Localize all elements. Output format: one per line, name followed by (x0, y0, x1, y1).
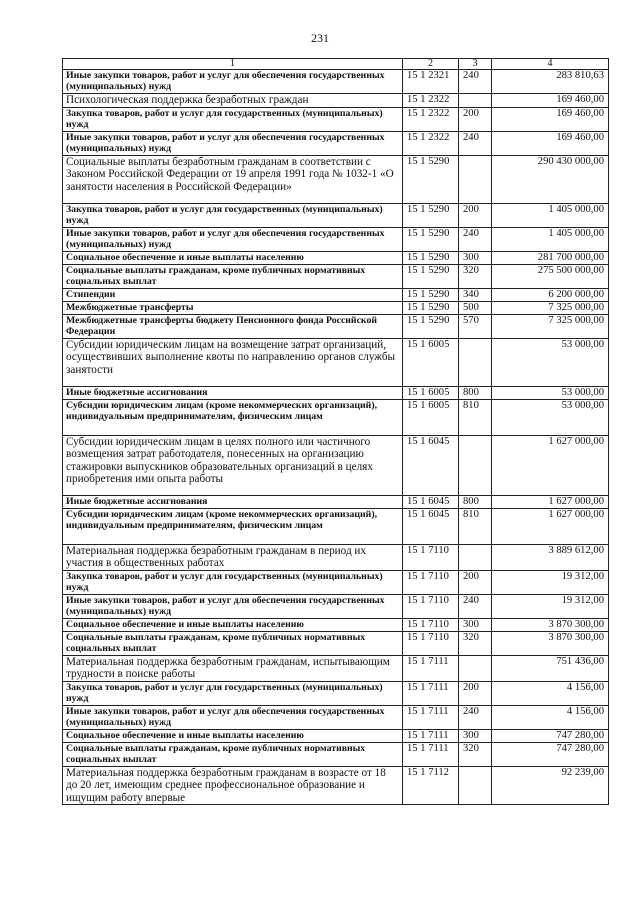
row-amount-cell: 1 627 000,00 (492, 435, 609, 495)
row-name-cell: Стипендии (63, 288, 403, 301)
table-row (63, 742, 609, 766)
row-name-cell: Материальная поддержка безработным гражданам в период их участия в общественных работах (63, 544, 403, 570)
row-code-cell: 15 1 6005 (403, 399, 459, 435)
row-name-cell: Субсидии юридическим лицам (кроме некоммерческих организаций), индивидуальным предпринимателям, физическим лицам (63, 399, 403, 435)
row-amount-cell: 7 325 000,00 (492, 314, 609, 338)
row-code-cell: 15 1 7112 (403, 766, 459, 805)
row-amount-cell: 283 810,63 (492, 70, 609, 94)
row-name-cell: Межбюджетные трансферты бюджету Пенсионного фонда Российской Федерации (63, 314, 403, 338)
row-code-cell: 15 1 5290 (403, 264, 459, 288)
table-row (63, 729, 609, 742)
row-code-cell: 15 1 2322 (403, 131, 459, 155)
row-name-cell: Социальные выплаты гражданам, кроме публичных нормативных социальных выплат (63, 742, 403, 766)
row-name-cell: Субсидии юридическим лицам на возмещение затрат организаций, осуществивших выполнение квоты по направлению органов службы занятости (63, 338, 403, 386)
row-code-cell: 15 1 5290 (403, 314, 459, 338)
row-name-cell: Социальные выплаты гражданам, кроме публичных нормативных социальных выплат (63, 264, 403, 288)
row-code-cell: 15 1 6045 (403, 508, 459, 544)
row-code-cell: 15 1 7110 (403, 618, 459, 631)
table-header-row (63, 59, 609, 70)
row-amount-cell: 1 627 000,00 (492, 508, 609, 544)
row-amount-cell: 169 460,00 (492, 107, 609, 131)
row-code-cell: 15 1 7110 (403, 594, 459, 618)
row-code-cell: 15 1 7110 (403, 570, 459, 594)
row-vr-cell (459, 544, 492, 570)
row-vr-cell: 300 (459, 618, 492, 631)
row-amount-cell: 19 312,00 (492, 570, 609, 594)
table-row (63, 594, 609, 618)
table-row (63, 631, 609, 655)
row-code-cell: 15 1 5290 (403, 301, 459, 314)
row-amount-cell: 6 200 000,00 (492, 288, 609, 301)
table-row (63, 705, 609, 729)
table-row (63, 314, 609, 338)
row-code-cell: 15 1 2322 (403, 94, 459, 108)
row-vr-cell (459, 766, 492, 805)
row-name-cell: Социальное обеспечение и иные выплаты населению (63, 618, 403, 631)
row-code-cell: 15 1 7111 (403, 681, 459, 705)
row-name-cell: Иные закупки товаров, работ и услуг для обеспечения государственных (муниципальных) нужд (63, 131, 403, 155)
row-code-cell: 15 1 7111 (403, 655, 459, 681)
row-name-cell: Межбюджетные трансферты (63, 301, 403, 314)
row-vr-cell: 320 (459, 631, 492, 655)
table-row (63, 203, 609, 227)
table-row (63, 618, 609, 631)
header-col-amount: 4 (492, 59, 609, 70)
row-amount-cell: 19 312,00 (492, 594, 609, 618)
table-row (63, 655, 609, 681)
row-amount-cell: 3 870 300,00 (492, 631, 609, 655)
row-code-cell: 15 1 7110 (403, 544, 459, 570)
row-name-cell: Иные закупки товаров, работ и услуг для обеспечения государственных (муниципальных) нужд (63, 70, 403, 94)
table-row (63, 681, 609, 705)
table-row (63, 766, 609, 805)
row-name-cell: Иные бюджетные ассигнования (63, 386, 403, 399)
table-row (63, 131, 609, 155)
row-amount-cell: 4 156,00 (492, 681, 609, 705)
row-vr-cell: 800 (459, 386, 492, 399)
page-number: 231 (311, 31, 329, 45)
table-row (63, 435, 609, 495)
row-code-cell: 15 1 6005 (403, 386, 459, 399)
row-name-cell: Субсидии юридическим лицам в целях полного или частичного возмещения затрат работодателя, понесенных на организацию стажировки выпускников образовательных организаций в целях приобретения ими опыта работы (63, 435, 403, 495)
row-name-cell: Социальные выплаты гражданам, кроме публичных нормативных социальных выплат (63, 631, 403, 655)
header-col-code: 2 (403, 59, 459, 70)
table-row (63, 495, 609, 508)
row-code-cell: 15 1 2322 (403, 107, 459, 131)
row-code-cell: 15 1 5290 (403, 251, 459, 264)
table-row (63, 107, 609, 131)
row-vr-cell: 200 (459, 681, 492, 705)
row-code-cell: 15 1 2321 (403, 70, 459, 94)
row-vr-cell: 810 (459, 508, 492, 544)
row-amount-cell: 290 430 000,00 (492, 155, 609, 203)
row-amount-cell: 281 700 000,00 (492, 251, 609, 264)
row-name-cell: Закупка товаров, работ и услуг для государственных (муниципальных) нужд (63, 570, 403, 594)
row-vr-cell: 200 (459, 203, 492, 227)
row-vr-cell: 300 (459, 251, 492, 264)
row-code-cell: 15 1 5290 (403, 155, 459, 203)
row-vr-cell: 800 (459, 495, 492, 508)
row-code-cell: 15 1 7111 (403, 705, 459, 729)
row-amount-cell: 751 436,00 (492, 655, 609, 681)
row-amount-cell: 53 000,00 (492, 338, 609, 386)
row-name-cell: Социальные выплаты безработным гражданам в соответствии с Законом Российской Федерации от 19 апреля 1991 года № 1032-1 «О занятости населения в Российской Федерации» (63, 155, 403, 203)
row-name-cell: Социальное обеспечение и иные выплаты населению (63, 729, 403, 742)
row-name-cell: Закупка товаров, работ и услуг для государственных (муниципальных) нужд (63, 203, 403, 227)
row-code-cell: 15 1 6045 (403, 435, 459, 495)
row-code-cell: 15 1 6045 (403, 495, 459, 508)
row-amount-cell: 747 280,00 (492, 729, 609, 742)
row-name-cell: Иные закупки товаров, работ и услуг для обеспечения государственных (муниципальных) нужд (63, 594, 403, 618)
table-row (63, 264, 609, 288)
row-name-cell: Субсидии юридическим лицам (кроме некоммерческих организаций), индивидуальным предпринимателям, физическим лицам (63, 508, 403, 544)
table-row (63, 70, 609, 94)
row-amount-cell: 53 000,00 (492, 386, 609, 399)
budget-table (62, 58, 609, 805)
row-amount-cell: 275 500 000,00 (492, 264, 609, 288)
row-amount-cell: 169 460,00 (492, 94, 609, 108)
row-name-cell: Иные закупки товаров, работ и услуг для обеспечения государственных (муниципальных) нужд (63, 705, 403, 729)
row-vr-cell: 320 (459, 742, 492, 766)
row-name-cell: Закупка товаров, работ и услуг для государственных (муниципальных) нужд (63, 107, 403, 131)
table-row (63, 155, 609, 203)
table-row (63, 227, 609, 251)
row-vr-cell: 240 (459, 131, 492, 155)
row-vr-cell: 500 (459, 301, 492, 314)
row-name-cell: Материальная поддержка безработным гражданам в возрасте от 18 до 20 лет, имеющим среднее профессиональное образование и ищущим работу впервые (63, 766, 403, 805)
table-row (63, 251, 609, 264)
row-vr-cell: 320 (459, 264, 492, 288)
row-vr-cell: 240 (459, 705, 492, 729)
row-amount-cell: 3 870 300,00 (492, 618, 609, 631)
row-vr-cell (459, 155, 492, 203)
row-code-cell: 15 1 7110 (403, 631, 459, 655)
header-col-name: 1 (63, 59, 403, 70)
row-name-cell: Психологическая поддержка безработных граждан (63, 94, 403, 108)
row-amount-cell: 4 156,00 (492, 705, 609, 729)
row-vr-cell: 300 (459, 729, 492, 742)
row-code-cell: 15 1 5290 (403, 288, 459, 301)
row-vr-cell: 200 (459, 107, 492, 131)
row-amount-cell: 92 239,00 (492, 766, 609, 805)
table-row (63, 338, 609, 386)
row-vr-cell (459, 338, 492, 386)
budget-table-body (63, 59, 609, 805)
row-amount-cell: 1 627 000,00 (492, 495, 609, 508)
row-name-cell: Закупка товаров, работ и услуг для государственных (муниципальных) нужд (63, 681, 403, 705)
row-name-cell: Иные бюджетные ассигнования (63, 495, 403, 508)
row-vr-cell: 240 (459, 70, 492, 94)
header-col-vr: 3 (459, 59, 492, 70)
row-vr-cell (459, 435, 492, 495)
table-row (63, 288, 609, 301)
row-amount-cell: 169 460,00 (492, 131, 609, 155)
row-amount-cell: 7 325 000,00 (492, 301, 609, 314)
row-vr-cell: 340 (459, 288, 492, 301)
row-name-cell: Социальное обеспечение и иные выплаты населению (63, 251, 403, 264)
table-row (63, 386, 609, 399)
row-vr-cell: 200 (459, 570, 492, 594)
row-code-cell: 15 1 6005 (403, 338, 459, 386)
table-row (63, 399, 609, 435)
row-amount-cell: 53 000,00 (492, 399, 609, 435)
table-row (63, 94, 609, 108)
row-code-cell: 15 1 5290 (403, 227, 459, 251)
row-code-cell: 15 1 7111 (403, 729, 459, 742)
row-amount-cell: 747 280,00 (492, 742, 609, 766)
table-row (63, 544, 609, 570)
row-amount-cell: 3 889 612,00 (492, 544, 609, 570)
table-row (63, 508, 609, 544)
row-vr-cell: 240 (459, 594, 492, 618)
row-name-cell: Иные закупки товаров, работ и услуг для обеспечения государственных (муниципальных) нужд (63, 227, 403, 251)
row-vr-cell: 240 (459, 227, 492, 251)
table-row (63, 301, 609, 314)
row-vr-cell: 810 (459, 399, 492, 435)
row-code-cell: 15 1 5290 (403, 203, 459, 227)
row-vr-cell (459, 655, 492, 681)
table-row (63, 570, 609, 594)
row-vr-cell (459, 94, 492, 108)
row-code-cell: 15 1 7111 (403, 742, 459, 766)
row-amount-cell: 1 405 000,00 (492, 227, 609, 251)
row-vr-cell: 570 (459, 314, 492, 338)
row-name-cell: Материальная поддержка безработным гражданам, испытывающим трудности в поиске работы (63, 655, 403, 681)
row-amount-cell: 1 405 000,00 (492, 203, 609, 227)
